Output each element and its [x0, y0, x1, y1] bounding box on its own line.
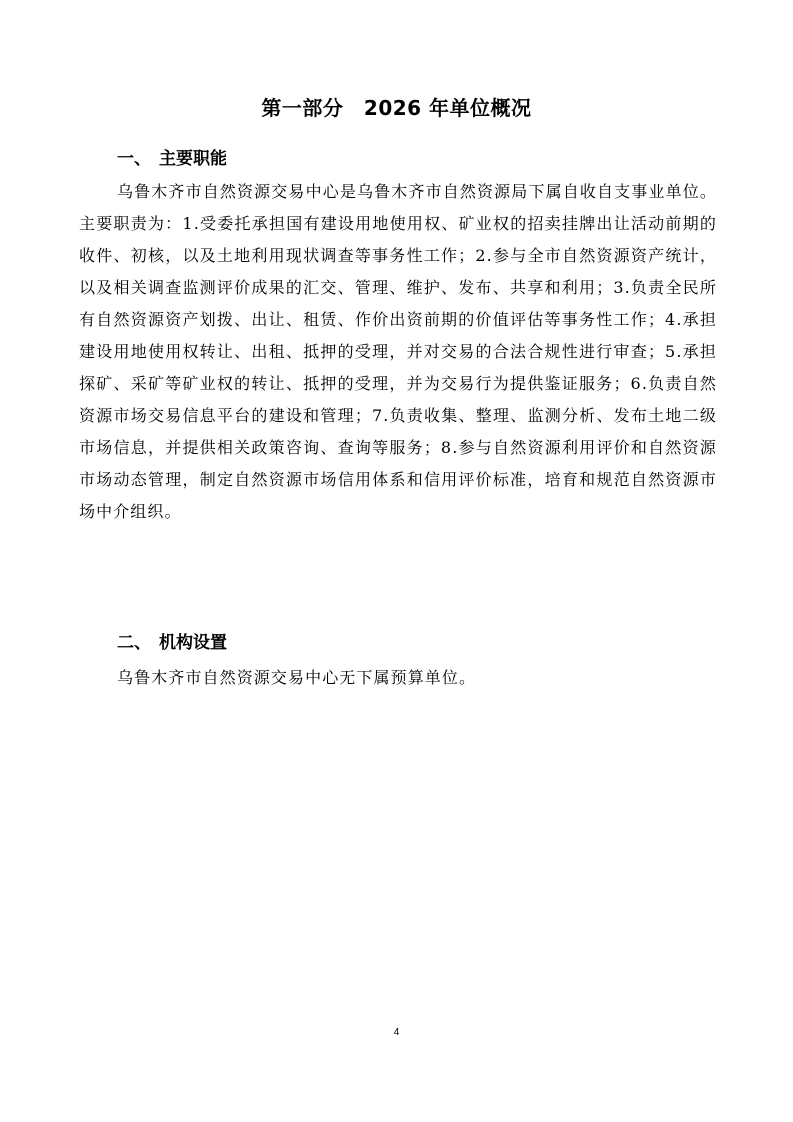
- section-body-functions: 乌鲁木齐市自然资源交易中心是乌鲁木齐市自然资源局下属自收自支事业单位。主要职责为：1.受委托承担国有建设用地使用权、矿业权的招卖挂牌出让活动前期的收件、初核，以及土地利用现状调查等事务性工作；2.参与全市自然资源资产统计，以及相关调查监测评价成果的汇交、管理、维护、发布、共享和利用；3.负责全民所有自然资源资产划拨、出让、租赁、作价出资前期的价值评估等事务性工作；4.承担建设用地使用权转让、出租、抵押的受理，并对交易的合法合规性进行审查；5.承担探矿、采矿等矿业权的转让、抵押的受理，并为交易行为提供鉴证服务；6.负责自然资源市场交易信息平台的建设和管理；7.负责收集、整理、监测分析、发布土地二级市场信息，并提供相关政策咨询、查询等服务；8.参与自然资源利用评价和自然资源市场动态管理，制定自然资源市场信用体系和信用评价标准，培育和规范自然资源市场中介组织。: [79, 182, 717, 521]
- section-number: 二、: [117, 633, 151, 653]
- section-body-organization: 乌鲁木齐市自然资源交易中心无下属预算单位。: [117, 668, 477, 687]
- page-number: 4: [393, 1027, 400, 1038]
- section-title: 主要职能: [159, 149, 227, 169]
- section-heading-organization: [117, 630, 227, 656]
- section-title: 机构设置: [159, 633, 227, 653]
- section-heading-functions: [117, 146, 227, 172]
- page-title: 第一部分 2026 年单位概况: [261, 96, 532, 120]
- section-number: 一、: [117, 149, 151, 169]
